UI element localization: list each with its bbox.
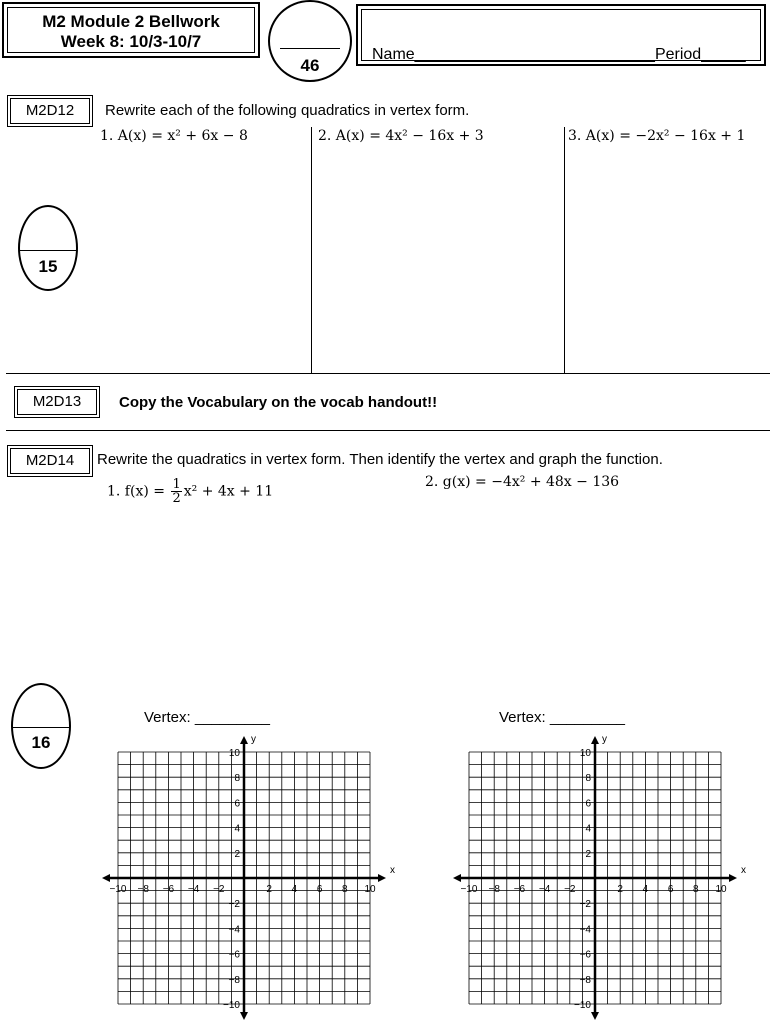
title-box	[2, 2, 260, 58]
d12-problem-3: 3. A(x) = −2x² − 16x + 1	[568, 128, 746, 144]
x-tick-label: 4	[291, 884, 298, 895]
code-m2d13: M2D13	[17, 389, 97, 415]
divider-d12-d13	[6, 373, 770, 374]
score-total: 46	[300, 56, 320, 75]
d14-problem-1-prefix: 1. f(x) =	[107, 483, 170, 500]
y-tick-label: −6	[228, 949, 240, 961]
x-tick-label: −10	[109, 884, 127, 895]
points-oval-16	[11, 683, 71, 769]
vertex-label-1[interactable]: Vertex: _________	[144, 709, 270, 726]
d14-problem-1	[107, 478, 273, 505]
y-axis-label: y	[251, 734, 256, 745]
y-tick-label: 10	[228, 748, 240, 759]
x-axis-label: x	[741, 865, 746, 876]
y-tick-label: 2	[585, 848, 591, 860]
d14-problem-1-suffix: x² + 4x + 11	[183, 483, 274, 500]
name-inner	[361, 9, 761, 61]
y-tick-label: 8	[234, 773, 240, 785]
d13-instructions: Copy the Vocabulary on the vocab handout!!	[119, 394, 438, 411]
y-tick-label: 6	[234, 798, 240, 810]
points-16: 16	[31, 733, 51, 752]
x-axis-left-arrow-icon	[453, 874, 461, 882]
y-axis-down-arrow-icon	[240, 1012, 248, 1020]
y-tick-label: −10	[223, 1000, 240, 1011]
y-tick-label: −4	[228, 924, 240, 936]
x-tick-label: 10	[715, 884, 727, 895]
fraction-denominator: 2	[172, 491, 181, 506]
coordinate-grid-1[interactable]	[92, 730, 412, 1024]
y-tick-label: −6	[579, 949, 591, 961]
x-axis-left-arrow-icon	[102, 874, 110, 882]
divider-d13-d14	[6, 430, 770, 431]
name-box	[356, 4, 766, 66]
d12-problem-2: 2. A(x) = 4x² − 16x + 3	[318, 128, 484, 144]
y-tick-label: −4	[579, 924, 591, 936]
d12-instructions: Rewrite each of the following quadratics in vertex form.	[105, 102, 470, 119]
name-period-field[interactable]: Name___________________________Period_____	[372, 46, 746, 63]
title-inner	[7, 7, 255, 53]
points-line	[13, 727, 69, 728]
x-tick-label: −6	[513, 884, 526, 895]
y-tick-label: 4	[234, 823, 240, 835]
x-tick-label: 4	[642, 884, 649, 895]
x-tick-label: −6	[162, 884, 175, 895]
title-line-2: Week 8: 10/3-10/7	[60, 32, 202, 51]
y-axis-up-arrow-icon	[591, 736, 599, 744]
y-tick-label: 4	[585, 823, 591, 835]
y-tick-label: −2	[579, 899, 591, 911]
d14-problem-2: 2. g(x) = −4x² + 48x − 136	[425, 474, 620, 490]
x-tick-label: −2	[564, 884, 576, 895]
x-tick-label: −4	[187, 884, 200, 895]
x-axis-right-arrow-icon	[729, 874, 737, 882]
y-tick-label: −2	[228, 899, 240, 911]
fraction-numerator: 1	[172, 477, 181, 492]
score-blank-line	[280, 48, 340, 49]
y-tick-label: −10	[574, 1000, 591, 1011]
y-tick-label: 8	[585, 773, 591, 785]
d14-instructions: Rewrite the quadratics in vertex form. Then identify the vertex and graph the function.	[97, 451, 663, 468]
points-line	[20, 250, 76, 251]
x-tick-label: 6	[316, 884, 323, 895]
fraction-one-half	[171, 478, 181, 505]
column-divider-1	[311, 127, 312, 373]
points-15: 15	[38, 257, 58, 276]
points-oval-15	[18, 205, 78, 291]
y-tick-label: −8	[228, 974, 240, 986]
code-m2d12: M2D12	[10, 98, 90, 124]
y-axis-label: y	[602, 734, 607, 745]
x-tick-label: −8	[488, 884, 500, 895]
y-axis-up-arrow-icon	[240, 736, 248, 744]
y-tick-label: 10	[579, 748, 591, 759]
y-tick-label: 6	[585, 798, 591, 810]
score-oval	[268, 0, 352, 82]
x-tick-label: 8	[342, 884, 348, 895]
x-tick-label: 6	[667, 884, 674, 895]
x-tick-label: 2	[617, 884, 623, 895]
x-tick-label: −2	[213, 884, 225, 895]
coordinate-grid-2[interactable]	[443, 730, 763, 1024]
x-tick-label: −10	[460, 884, 478, 895]
y-tick-label: −8	[579, 974, 591, 986]
y-tick-label: 2	[234, 848, 240, 860]
x-axis-right-arrow-icon	[378, 874, 386, 882]
x-tick-label: −4	[538, 884, 551, 895]
x-axis-label: x	[390, 865, 395, 876]
x-tick-label: 2	[266, 884, 272, 895]
d12-problem-1: 1. A(x) = x² + 6x − 8	[100, 128, 248, 144]
y-axis-down-arrow-icon	[591, 1012, 599, 1020]
vertex-label-2[interactable]: Vertex: _________	[499, 709, 625, 726]
code-m2d14: M2D14	[10, 448, 90, 474]
x-tick-label: 8	[693, 884, 699, 895]
title-line-1: M2 Module 2 Bellwork	[42, 12, 220, 31]
column-divider-2	[564, 127, 565, 373]
x-tick-label: −8	[137, 884, 149, 895]
x-tick-label: 10	[364, 884, 376, 895]
